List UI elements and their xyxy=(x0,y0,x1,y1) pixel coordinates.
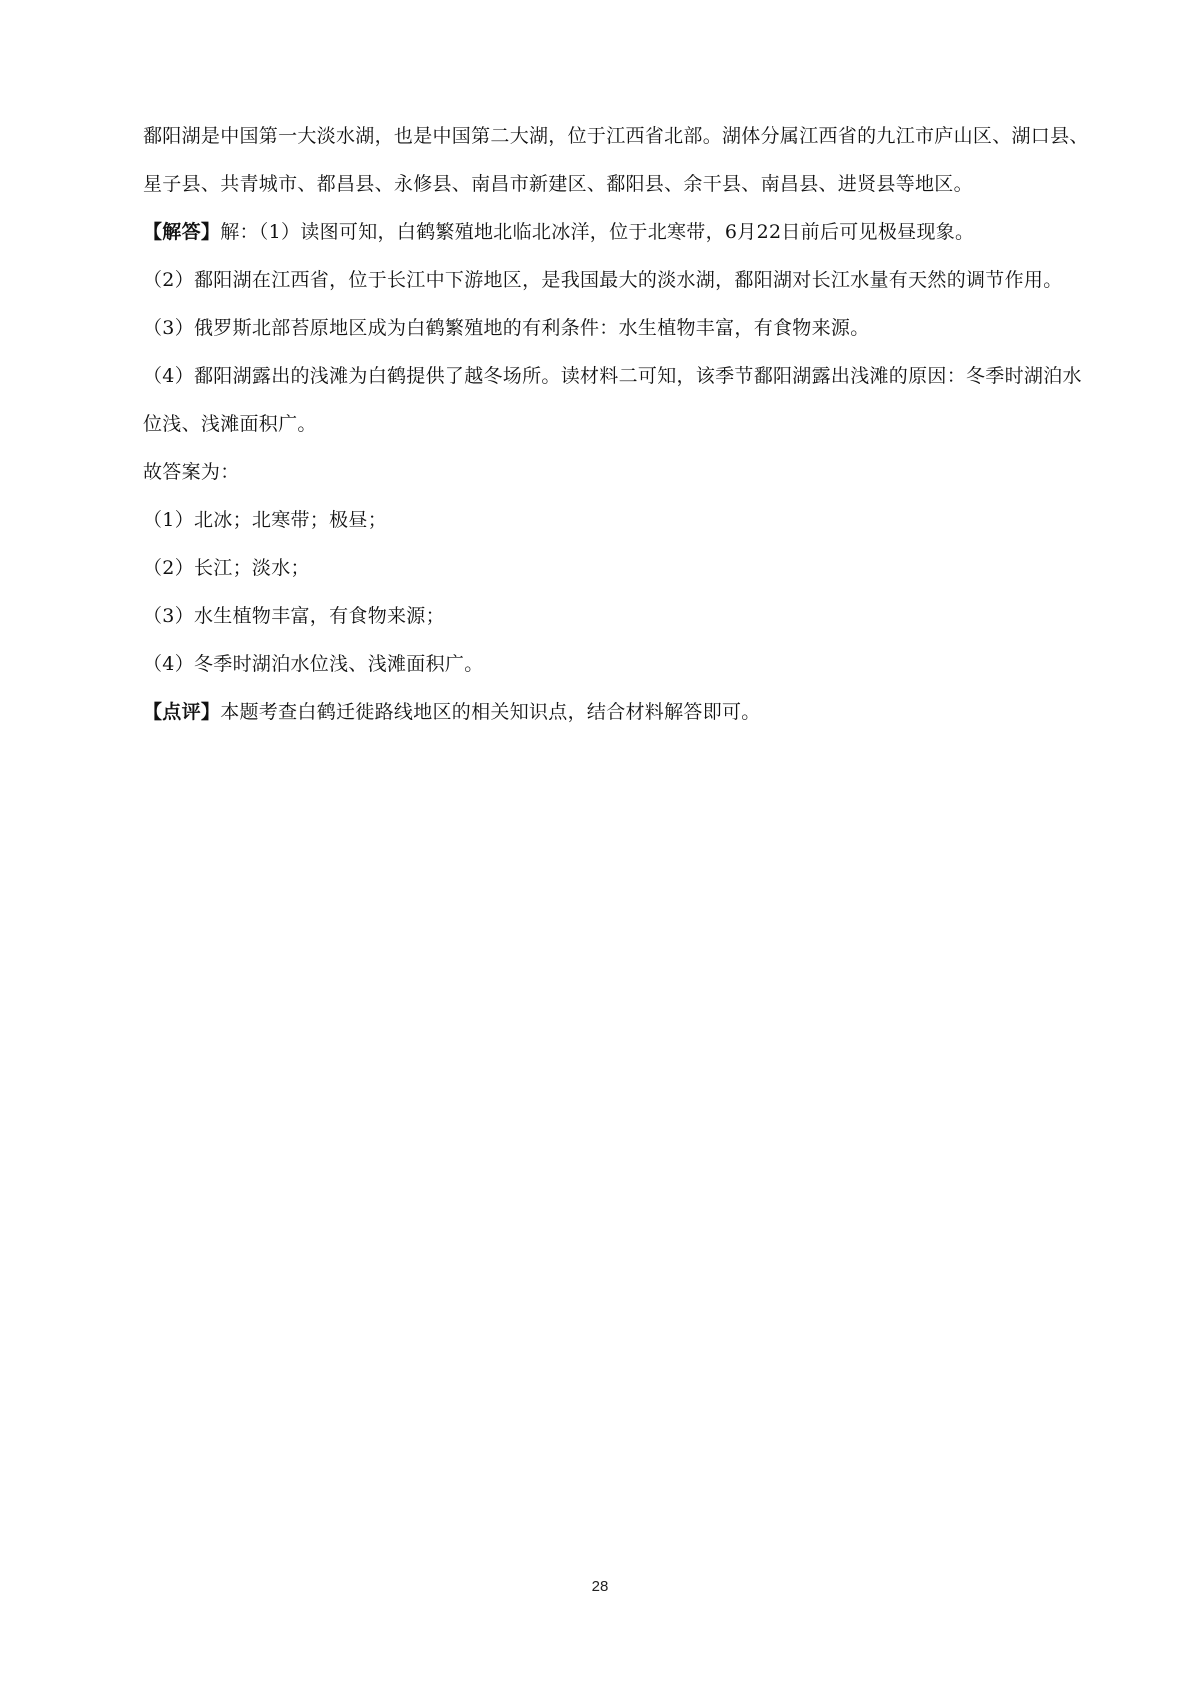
answer-text-body xyxy=(143,112,1101,736)
paragraph-text: 解：（1）读图可知，白鹤繁殖地北临北冰洋，位于北寒带，6月22日前后可见极昼现象。 xyxy=(220,221,975,243)
paragraph-answer-2 xyxy=(143,256,1101,304)
paragraph-text: （4）冬季时湖泊水位浅、浅滩面积广。 xyxy=(143,653,484,675)
answer-label: 【解答】 xyxy=(143,221,221,243)
paragraph-text: （3）俄罗斯北部苔原地区成为白鹤繁殖地的有利条件：水生植物丰富，有食物来源。 xyxy=(143,317,870,339)
paragraph-final-4 xyxy=(143,640,1101,688)
paragraph-final-2 xyxy=(143,544,1101,592)
paragraph-text: （1）北冰；北寒带；极昼； xyxy=(143,509,387,531)
paragraph-comment xyxy=(143,688,1101,736)
paragraph-answer-4 xyxy=(143,352,1101,448)
paragraph-text: （4）鄱阳湖露出的浅滩为白鹤提供了越冬场所。读材料二可知，该季节鄱阳湖露出浅滩的原因：冬季时湖泊水位浅、浅滩面积广。 xyxy=(143,365,1082,435)
paragraph-final-1 xyxy=(143,496,1101,544)
paragraph-answer-3 xyxy=(143,304,1101,352)
page-number: 28 xyxy=(591,1578,609,1595)
paragraph-poyang-intro xyxy=(143,112,1101,208)
paragraph-text: 鄱阳湖是中国第一大淡水湖，也是中国第二大湖，位于江西省北部。湖体分属江西省的九江市庐山区、湖口县、星子县、共青城市、都昌县、永修县、南昌市新建区、鄱阳县、余干县、南昌县、进贤县等地区。 xyxy=(143,125,1089,195)
paragraph-text: （2）鄱阳湖在江西省，位于长江中下游地区，是我国最大的淡水湖，鄱阳湖对长江水量有天然的调节作用。 xyxy=(143,269,1063,291)
paragraph-final-3 xyxy=(143,592,1101,640)
paragraph-text: 本题考查白鹤迁徙路线地区的相关知识点，结合材料解答即可。 xyxy=(220,701,761,723)
paragraph-text: （2）长江；淡水； xyxy=(143,557,310,579)
paragraph-text: 故答案为： xyxy=(143,461,240,483)
paragraph-answer-1 xyxy=(143,208,1101,256)
paragraph-conclusion-heading xyxy=(143,448,1101,496)
comment-label: 【点评】 xyxy=(143,701,221,723)
paragraph-text: （3）水生植物丰富，有食物来源； xyxy=(143,605,445,627)
